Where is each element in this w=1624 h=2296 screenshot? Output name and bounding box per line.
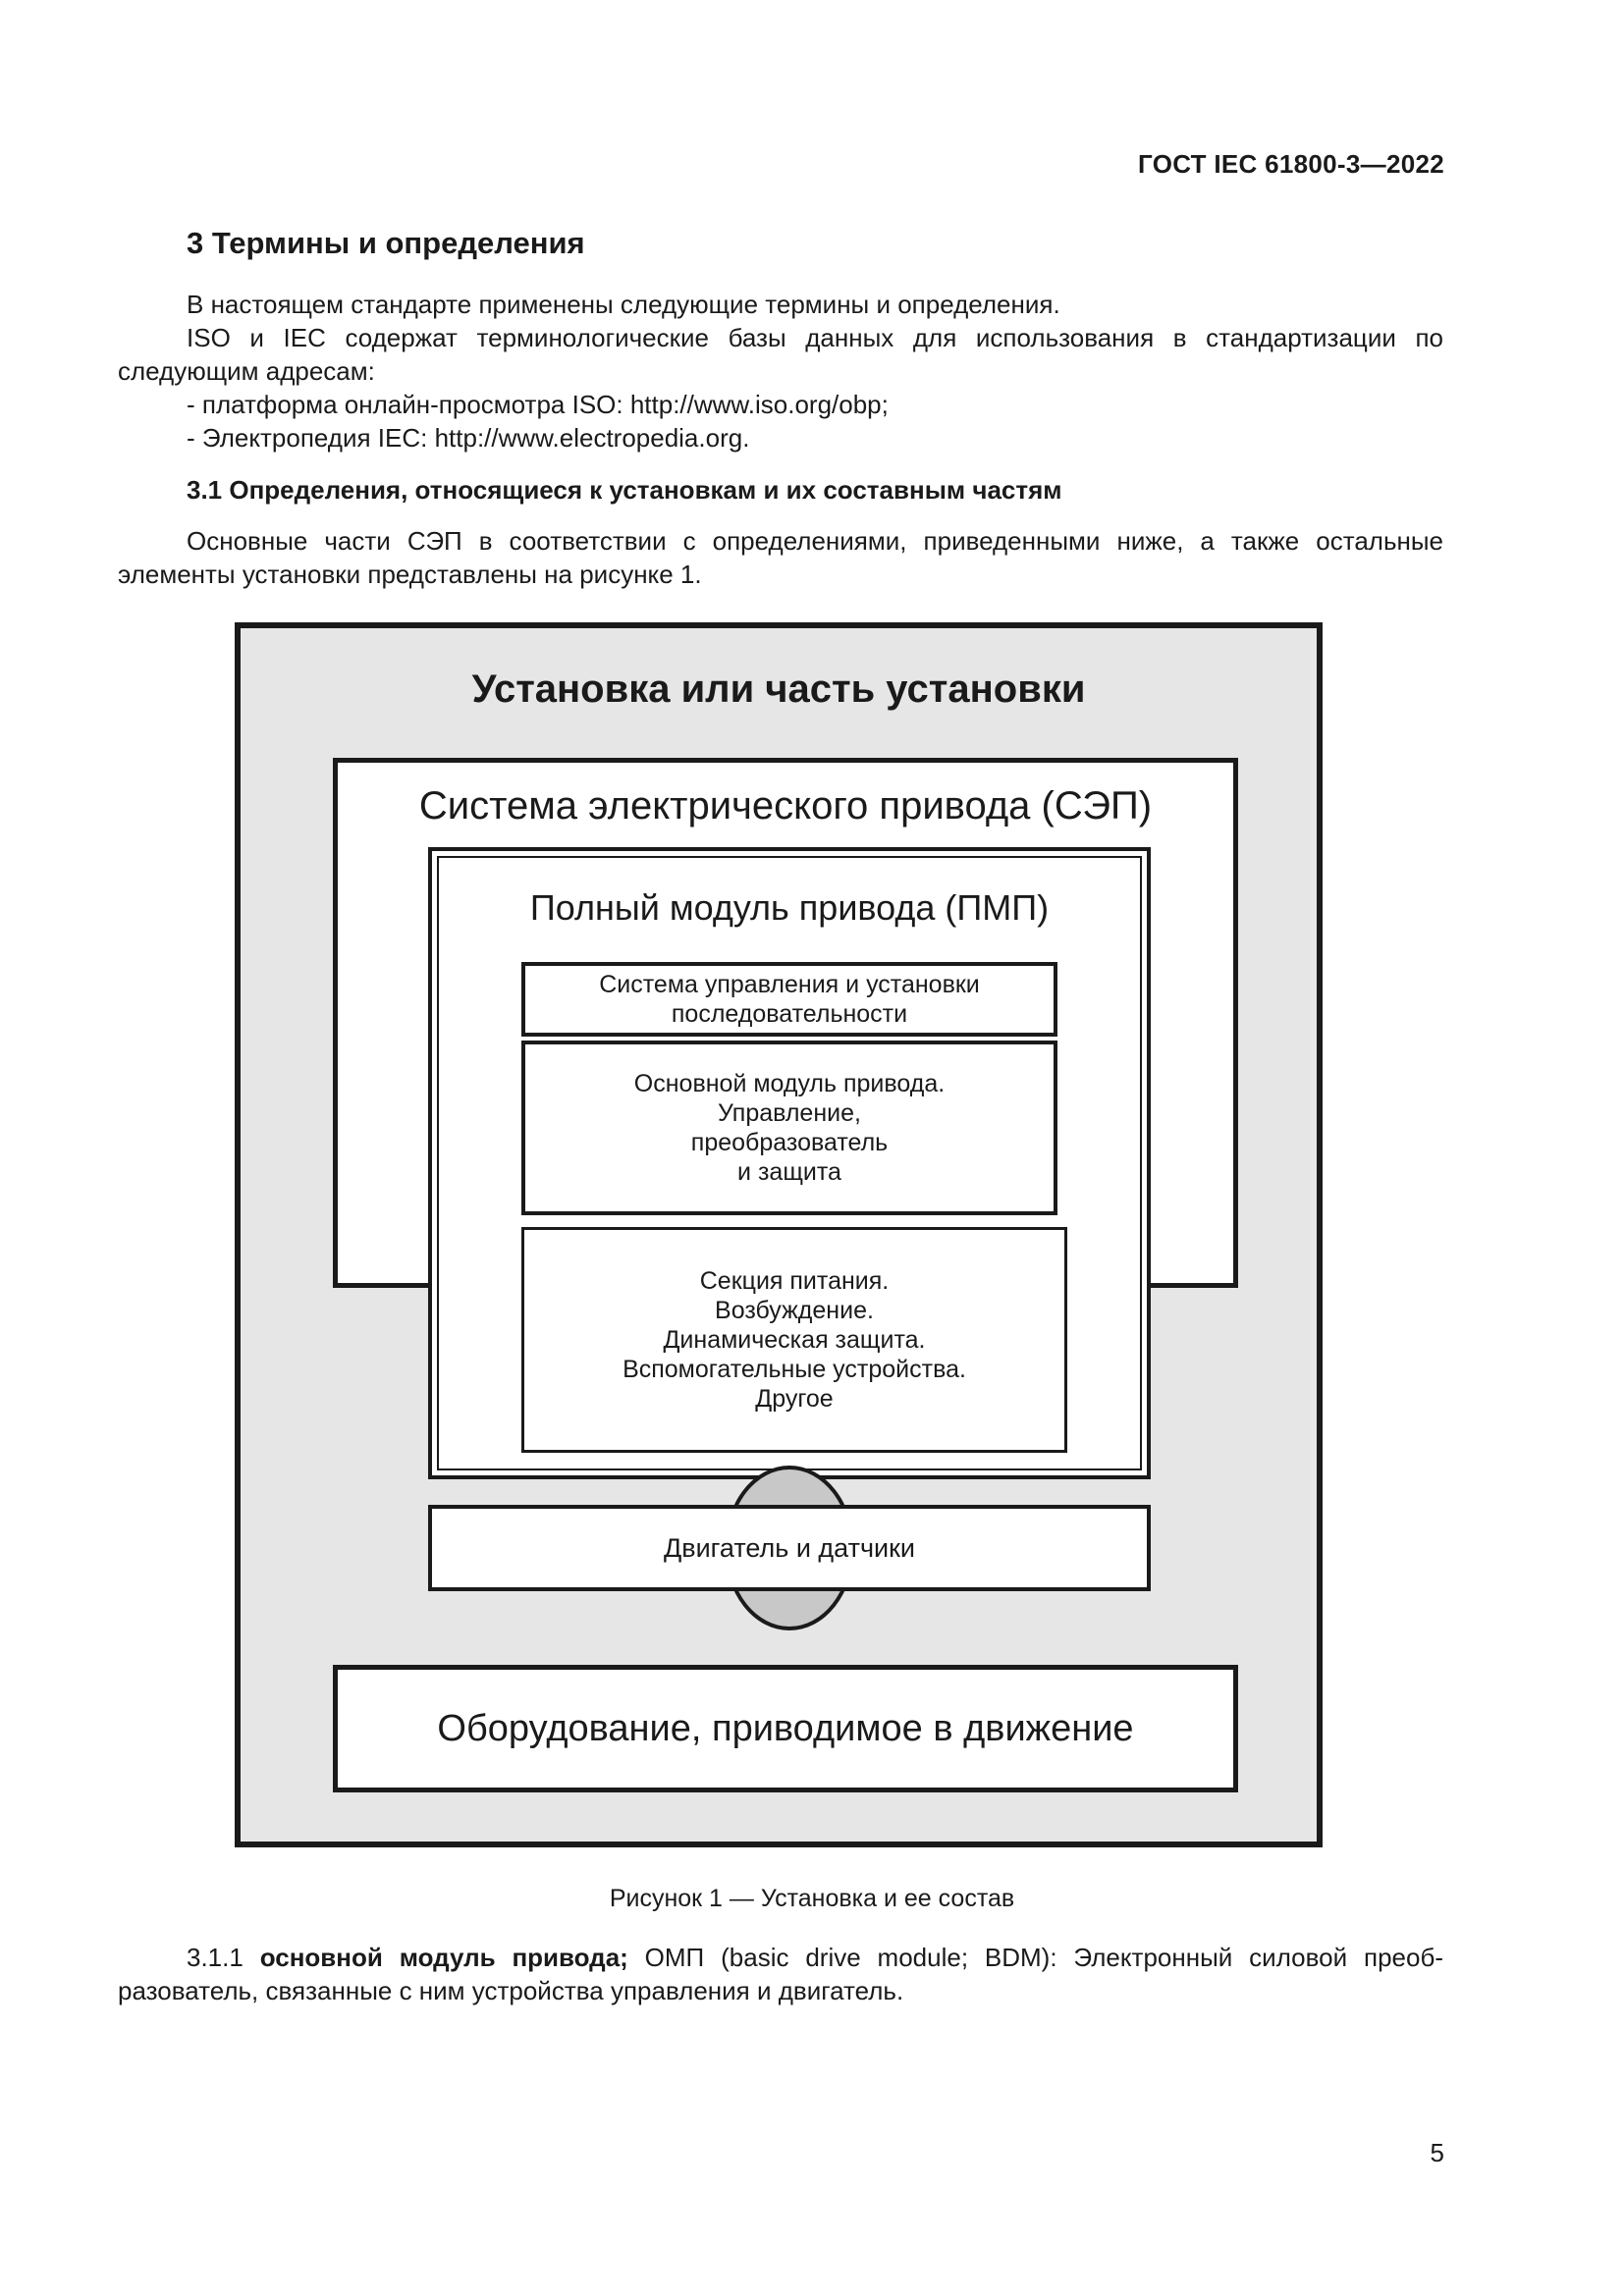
bdm-box: Основной модуль привода. Управление, преобразователь и защита	[521, 1041, 1057, 1215]
ped-box	[333, 758, 1238, 1563]
cdm-box	[428, 847, 1151, 1479]
feeding-section-box: Секция питания. Возбуждение. Динамическая защита. Вспомогательные устройства. Другое	[521, 1227, 1067, 1453]
definition-text: ОМП (basic drive module; BDM): Электронный силовой преоб-разователь, связанные с ним устройства управления и двигатель.	[118, 1943, 1443, 2005]
ped-label: Система электрического привода (СЭП)	[418, 784, 1153, 828]
definition-term: основной модуль привода;	[259, 1943, 628, 1972]
definition-paragraph	[118, 1941, 1443, 2007]
list-item-iso: - платформа онлайн-просмотра ISO: http://www.iso.org/obp;	[187, 390, 889, 419]
cdm-label: Полный модуль привода (ПМП)	[529, 887, 1050, 928]
figure-installation-diagram	[235, 622, 1323, 1847]
section-body	[118, 288, 1443, 454]
driven-equipment-box: Оборудование, приводимое в движение	[333, 1665, 1238, 1792]
intro-paragraph: В настоящем стандарте применены следующие термины и определения.	[187, 290, 1060, 319]
cdm-inner-border	[437, 856, 1142, 1470]
subsection-paragraph: Основные части СЭП в соответствии с определениями, приведенными ниже, а также остальные элементы установки представлены на рисунке 1.	[118, 526, 1443, 589]
list-item-iec: - Электропедия IEC: http://www.electropedia.org.	[187, 423, 750, 453]
installation-label: Установка или часть установки	[471, 667, 1086, 711]
page-number: 5	[1430, 2138, 1444, 2167]
control-system-box: Система управления и установки последовательности	[521, 962, 1057, 1037]
subsection-body	[118, 524, 1443, 591]
definition-block	[118, 1941, 1443, 2007]
installation-box	[235, 622, 1323, 1847]
figure-caption: Рисунок 1 — Установка и ее состав	[609, 1885, 1015, 1912]
subsection-title: 3.1 Определения, относящиеся к установкам и их составным частям	[187, 475, 1062, 505]
motor-sensors-box: Двигатель и датчики	[428, 1505, 1151, 1591]
definition-number: 3.1.1	[187, 1943, 260, 1972]
iso-iec-paragraph: ISO и IEC содержат терминологические базы данных для использования в стандартизации по следующим адресам:	[118, 323, 1443, 386]
section-title: 3 Термины и определения	[187, 226, 585, 260]
document-header: ГОСТ IEC 61800-3—2022	[1138, 149, 1444, 179]
